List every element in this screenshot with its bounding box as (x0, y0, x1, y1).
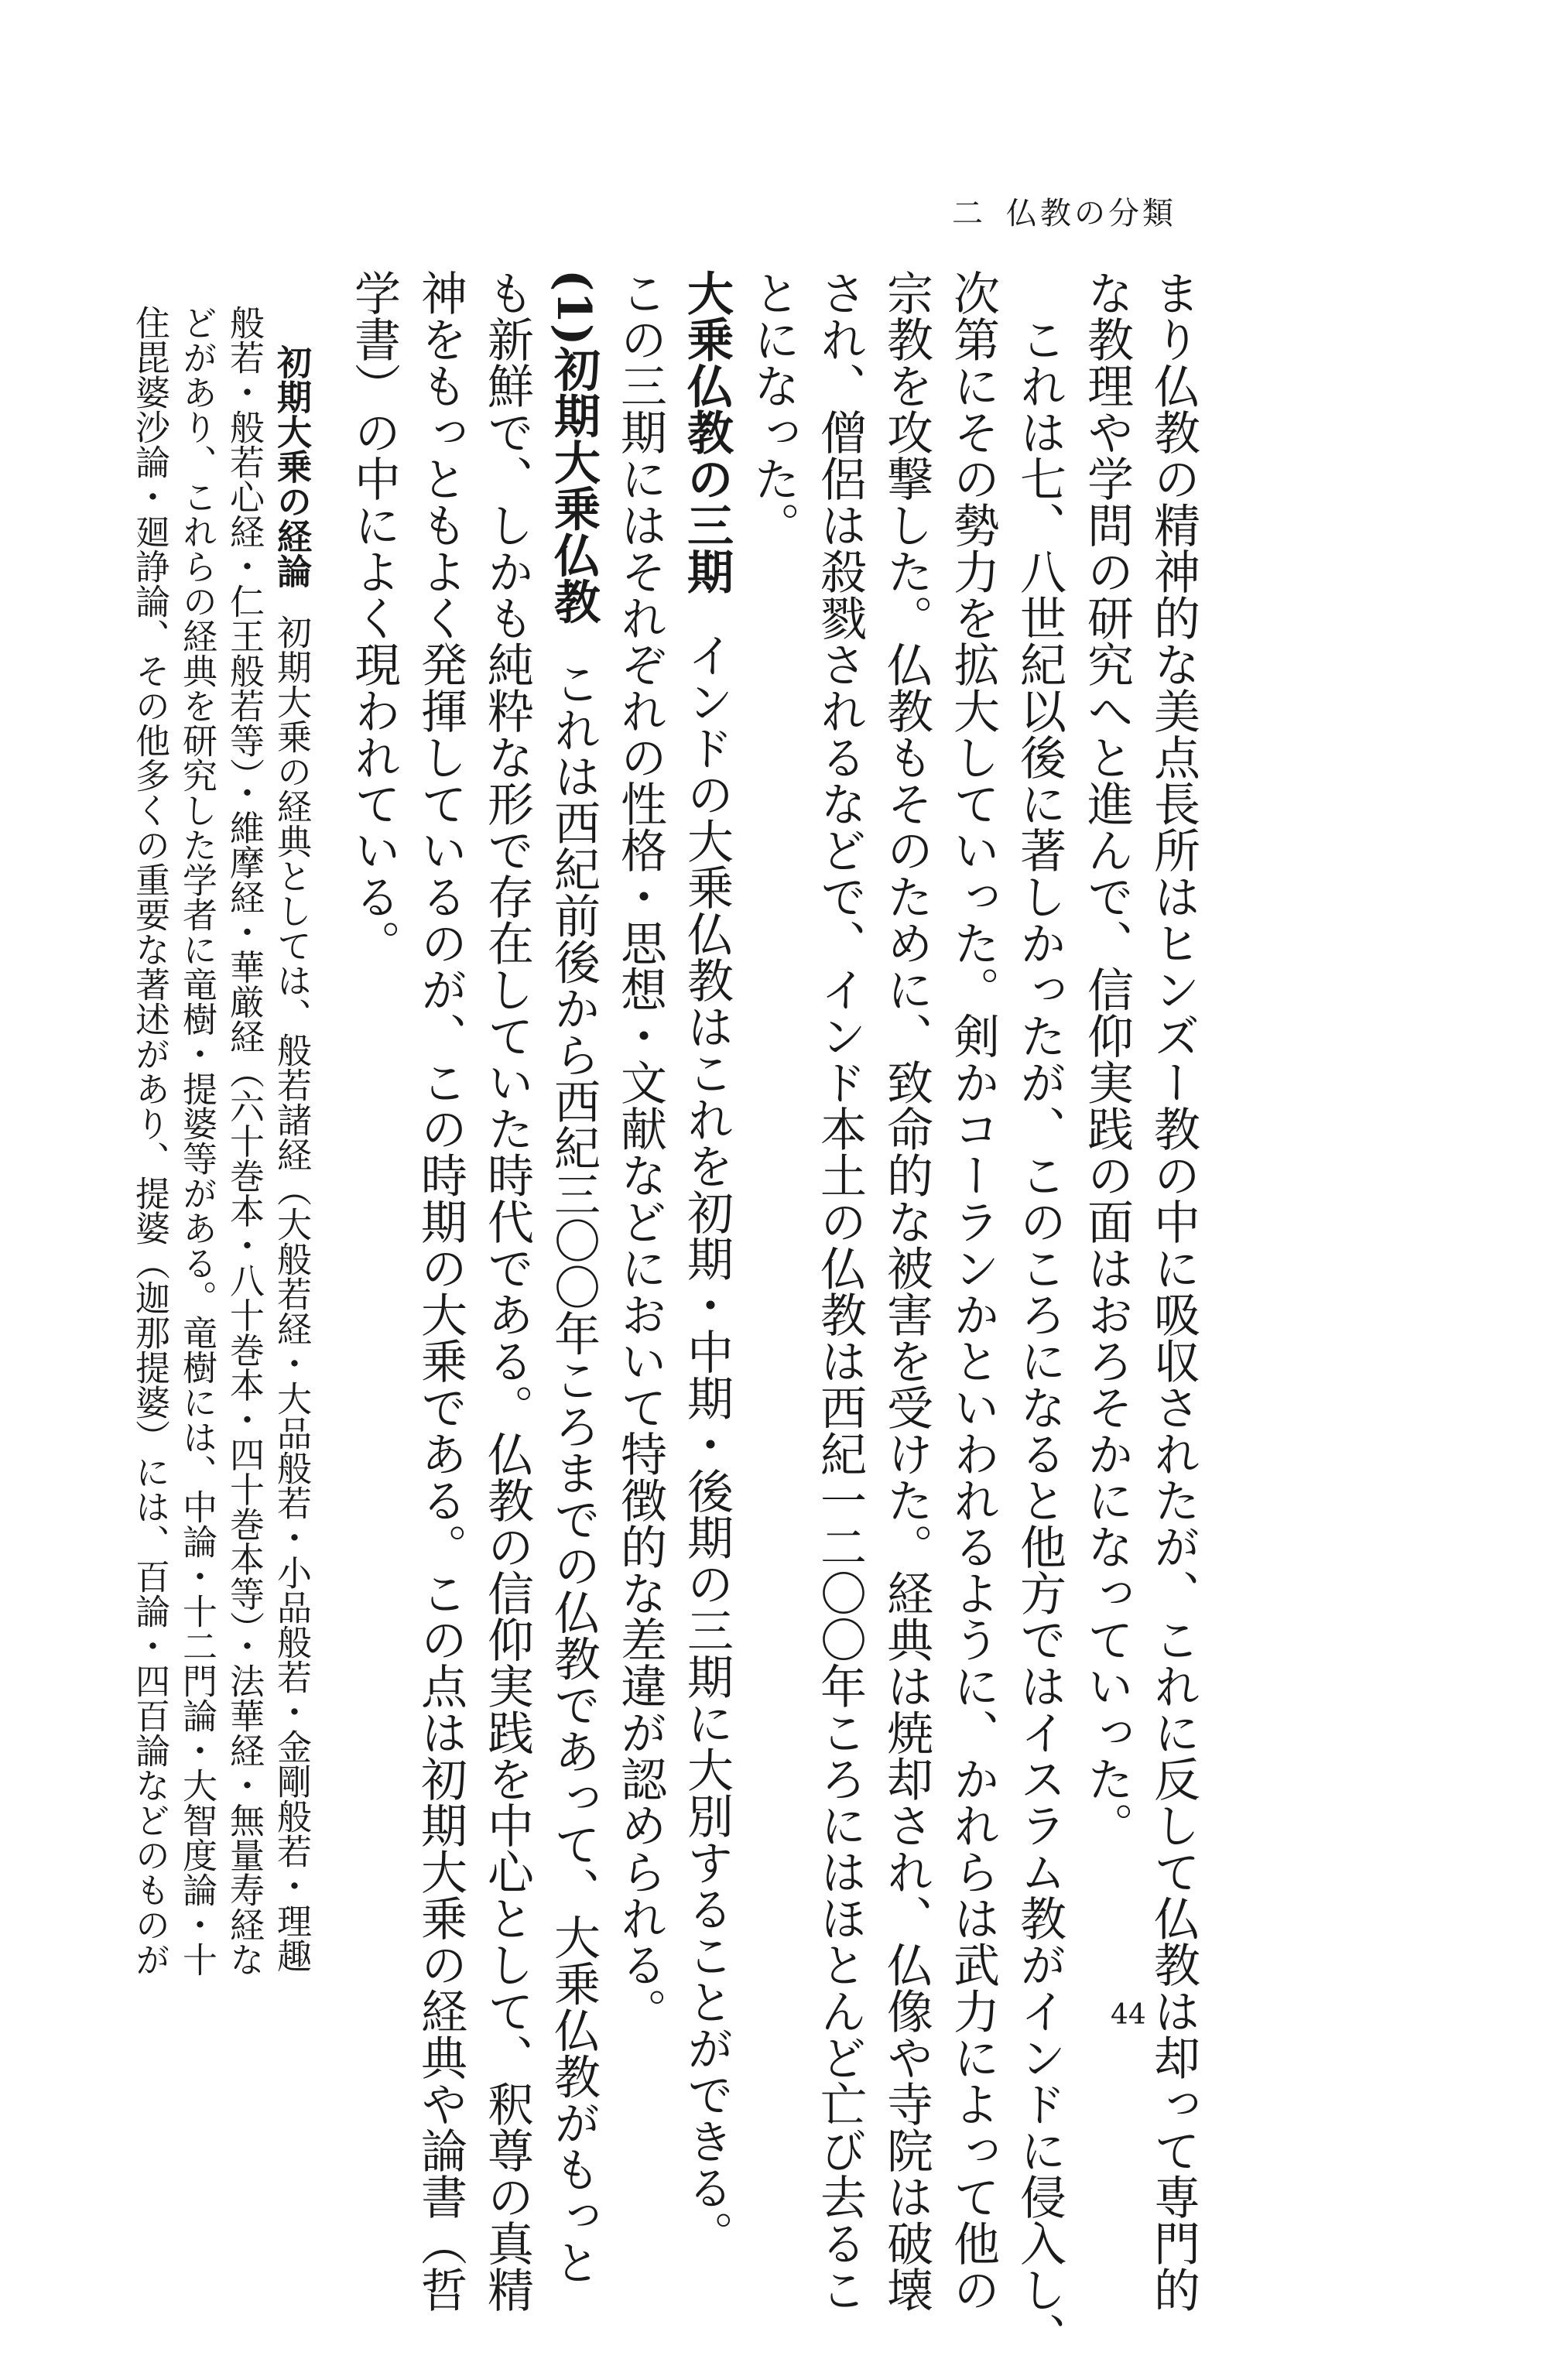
body-column: これは七、八世紀以後に著しかったが、このころになると他方ではイスラム教がインドに侵入し、 (1012, 269, 1066, 2359)
body-column: この三期にはそれぞれの性格・思想・文献などにおいて特徴的な差違が認められる。 (613, 269, 667, 2034)
chapter-number: 二 (952, 196, 986, 231)
body-column: され、僧侶は殺戮されるなどで、インド本土の仏教は西紀一二〇〇年ころにはほとんど亡び去るこ (813, 269, 867, 2313)
subsection-heading-column: (1)初期大乗仏教これは西紀前後から西紀三〇〇年ころまでの仏教であって、大乗仏教がもっと (546, 269, 601, 2285)
page-number: 44 (1111, 1999, 1146, 2031)
running-head (952, 198, 1176, 229)
note-column: どがあり、これらの経典を研究した学者に竜樹・提婆等がある。竜樹には、中論・十二門論・大智度論・十 (176, 305, 217, 1977)
section-heading-column: 大乗仏教の三期インドの大乗仏教はこれを初期・中期・後期の三期に大別することができる。 (680, 269, 734, 2257)
note-column: 般若・般若心経・仁王般若等）・維摩経・華厳経（六十巻本・八十巻本・四十巻本等）・法華経・無量寿経な (224, 305, 265, 1977)
section-heading: 大乗仏教の三期 (680, 269, 734, 594)
body-column: まり仏教の精神的な美点長所はヒンズー教の中に吸収されたが、これに反して仏教は却って専門的 (1146, 269, 1200, 2313)
body-column: も新鮮で、しかも純粋な形で存在していた時代である。仏教の信仰実践を中心として、釈尊の真精 (480, 269, 534, 2313)
body-column: とになった。 (746, 269, 800, 548)
body-column: 学書）の中によく現われている。 (347, 269, 401, 966)
note-heading-column: 初期大乗の経論初期大乗の経典としては、般若諸経（大般若経・大品般若・小品般若・金剛般若・理趣 (271, 344, 312, 1973)
note-heading: 初期大乗の経論 (271, 344, 312, 588)
body-column: な教理や学問の研究へと進んで、信仰実践の面はおろそかになっていった。 (1080, 269, 1134, 1848)
body-column: 次第にその勢力を拡大していった。剣かコーランかといわれるように、かれらは武力によって他の (946, 269, 1000, 2313)
body-column: 神をもっともよく発揮しているのが、この時期の大乗である。この点は初期大乗の経典や論書（哲 (413, 269, 467, 2313)
body-column: 宗教を攻撃した。仏教もそのために、致命的な被害を受けた。経典は焼却され、仏像や寺院は破壊 (879, 269, 933, 2313)
subsection-heading: (1)初期大乗仏教 (546, 269, 601, 625)
chapter-title: 仏教の分類 (1006, 196, 1176, 231)
note-column: 住毘婆沙論・廻諍論、その他多くの重要な著述があり、提婆（迦那提婆）には、百論・四百論などのものが (129, 305, 170, 1977)
